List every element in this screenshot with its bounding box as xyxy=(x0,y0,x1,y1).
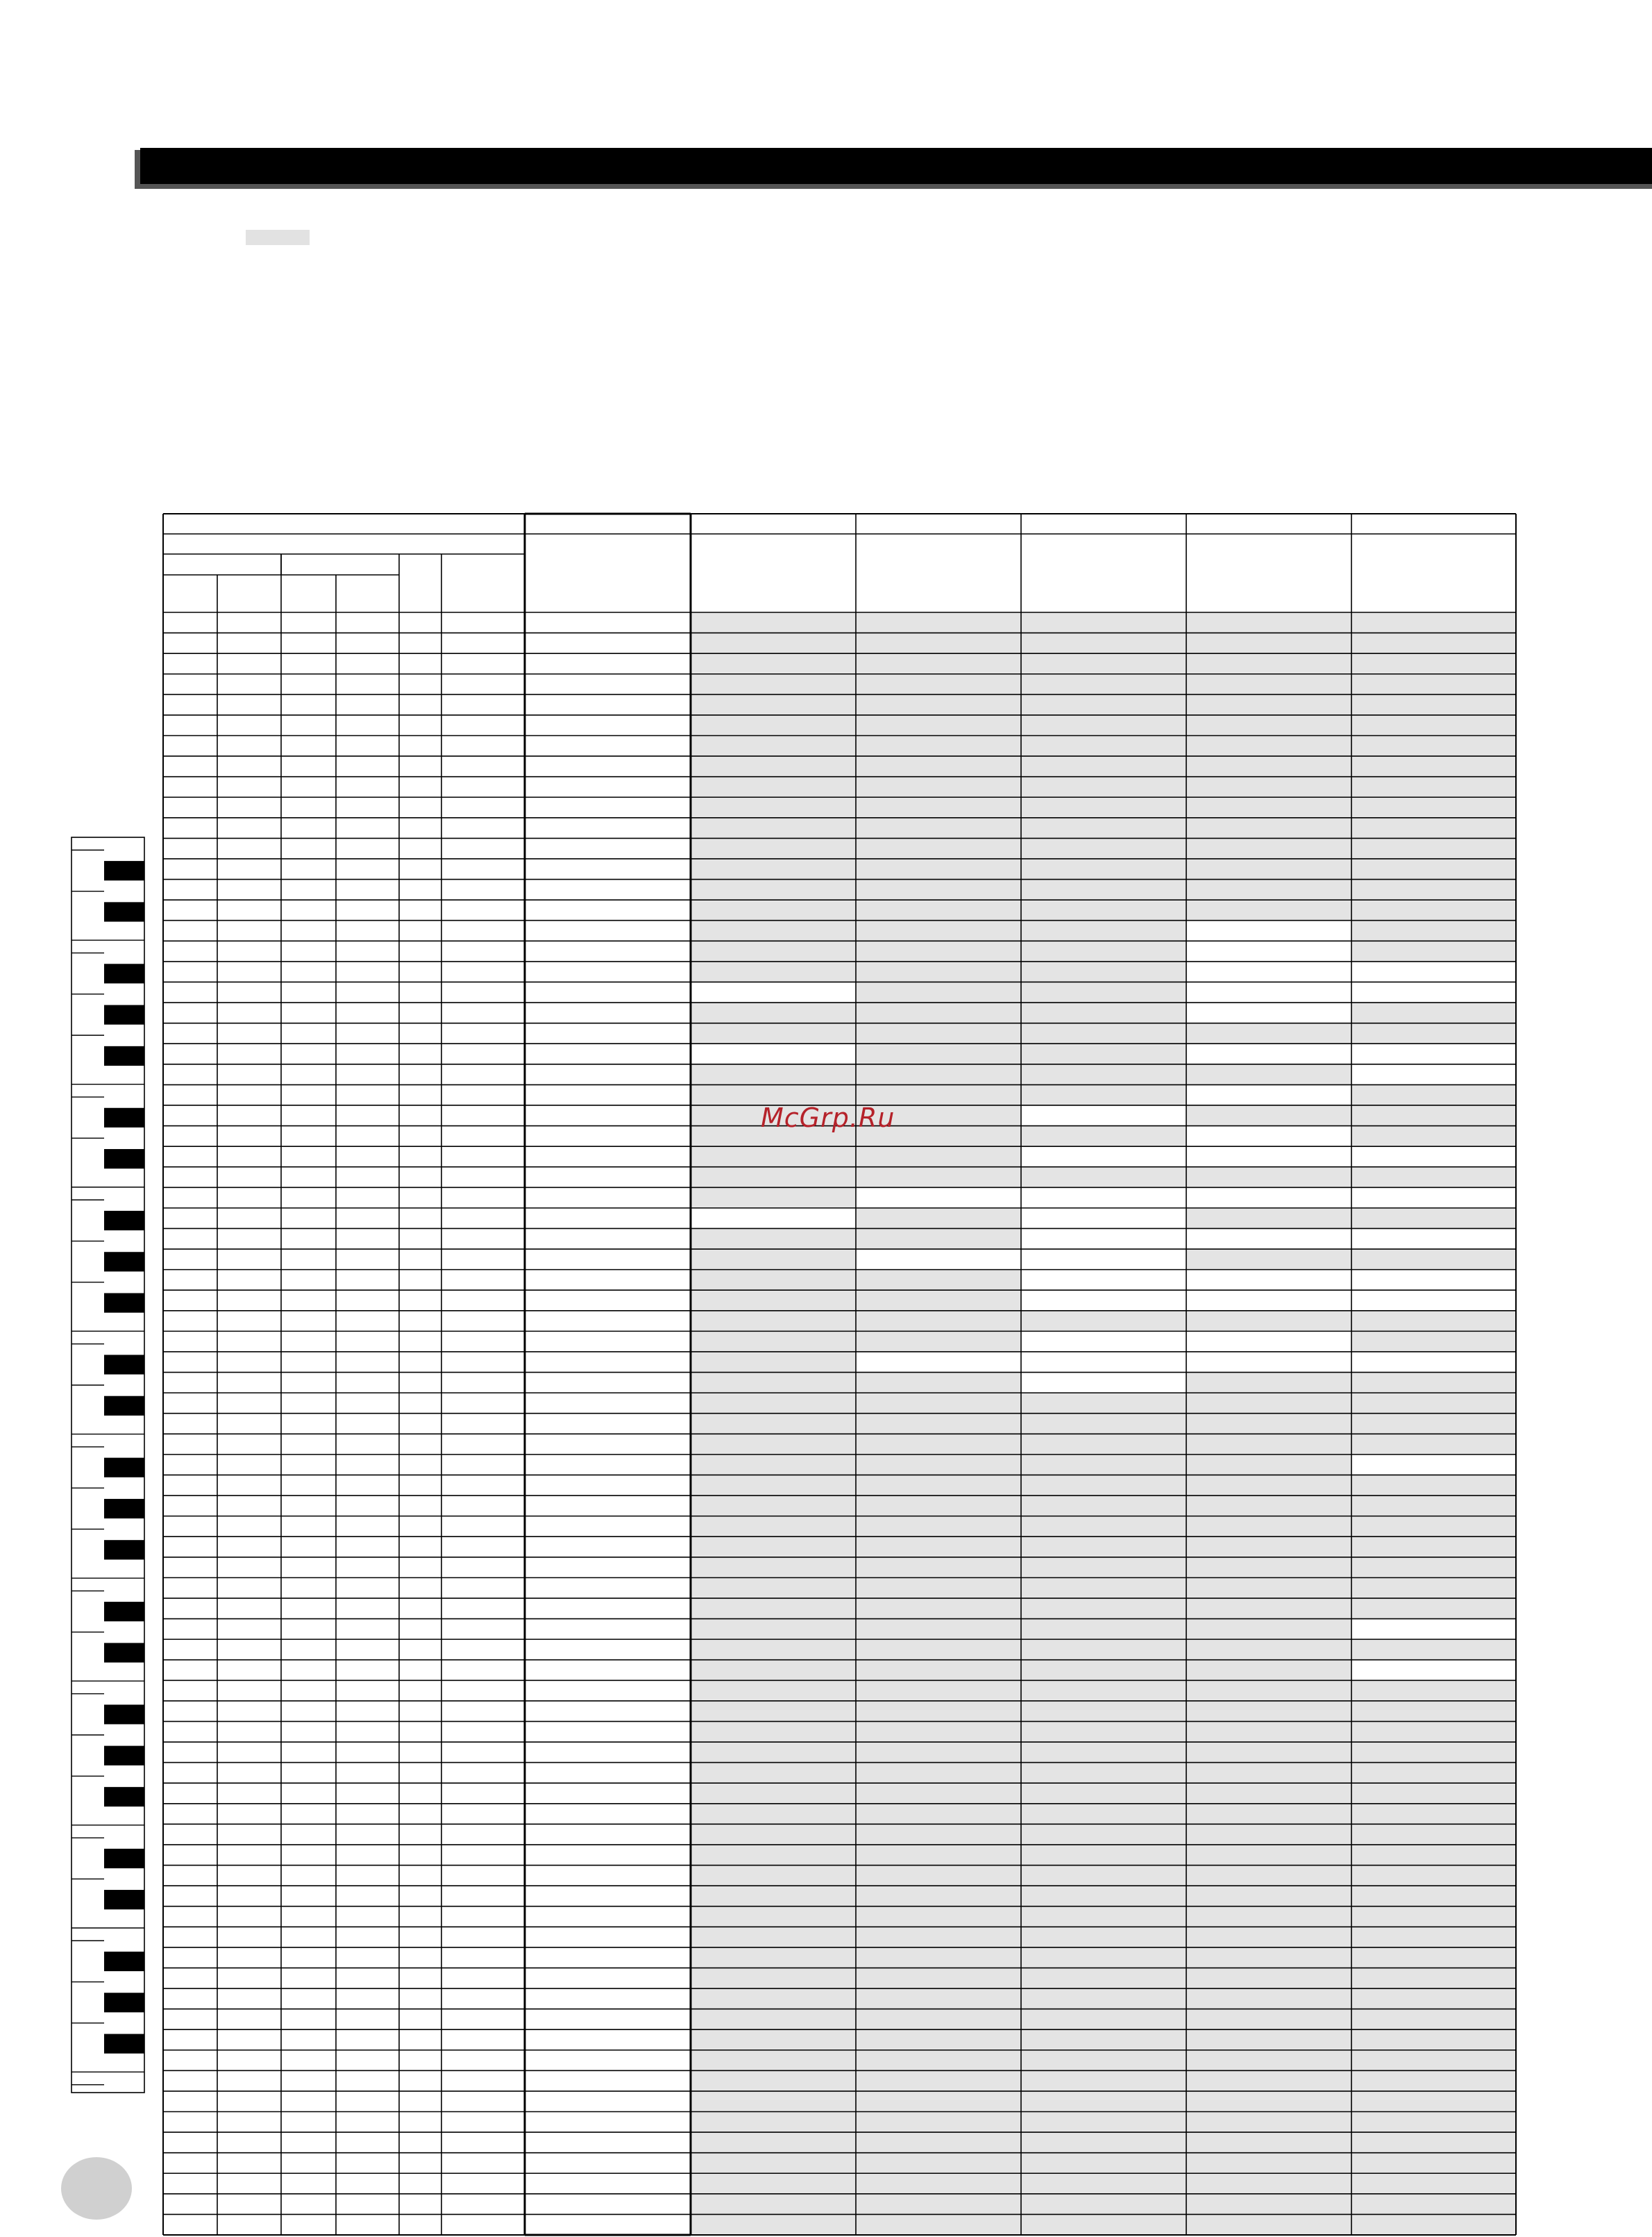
black-key xyxy=(104,1602,144,1621)
black-key xyxy=(104,1149,144,1168)
page-number-circle xyxy=(61,2157,132,2220)
black-key xyxy=(104,1005,144,1025)
black-key xyxy=(104,1746,144,1766)
black-key xyxy=(104,1458,144,1477)
black-key xyxy=(104,1499,144,1518)
black-key xyxy=(104,1952,144,1971)
black-key xyxy=(104,861,144,880)
black-key xyxy=(104,1108,144,1128)
black-key xyxy=(104,1252,144,1271)
black-key xyxy=(104,2034,144,2054)
black-key xyxy=(104,1211,144,1230)
black-key xyxy=(104,1540,144,1559)
black-key xyxy=(104,1993,144,2012)
black-key xyxy=(104,1890,144,1909)
black-key xyxy=(104,1787,144,1807)
black-key xyxy=(104,1849,144,1868)
black-key xyxy=(104,1704,144,1724)
black-key xyxy=(104,1046,144,1066)
black-key xyxy=(104,1643,144,1662)
black-key xyxy=(104,1355,144,1374)
watermark: McGrp.Ru xyxy=(761,1103,895,1133)
black-key xyxy=(104,1293,144,1313)
black-key xyxy=(104,902,144,921)
black-key xyxy=(104,964,144,983)
black-key xyxy=(104,1396,144,1416)
